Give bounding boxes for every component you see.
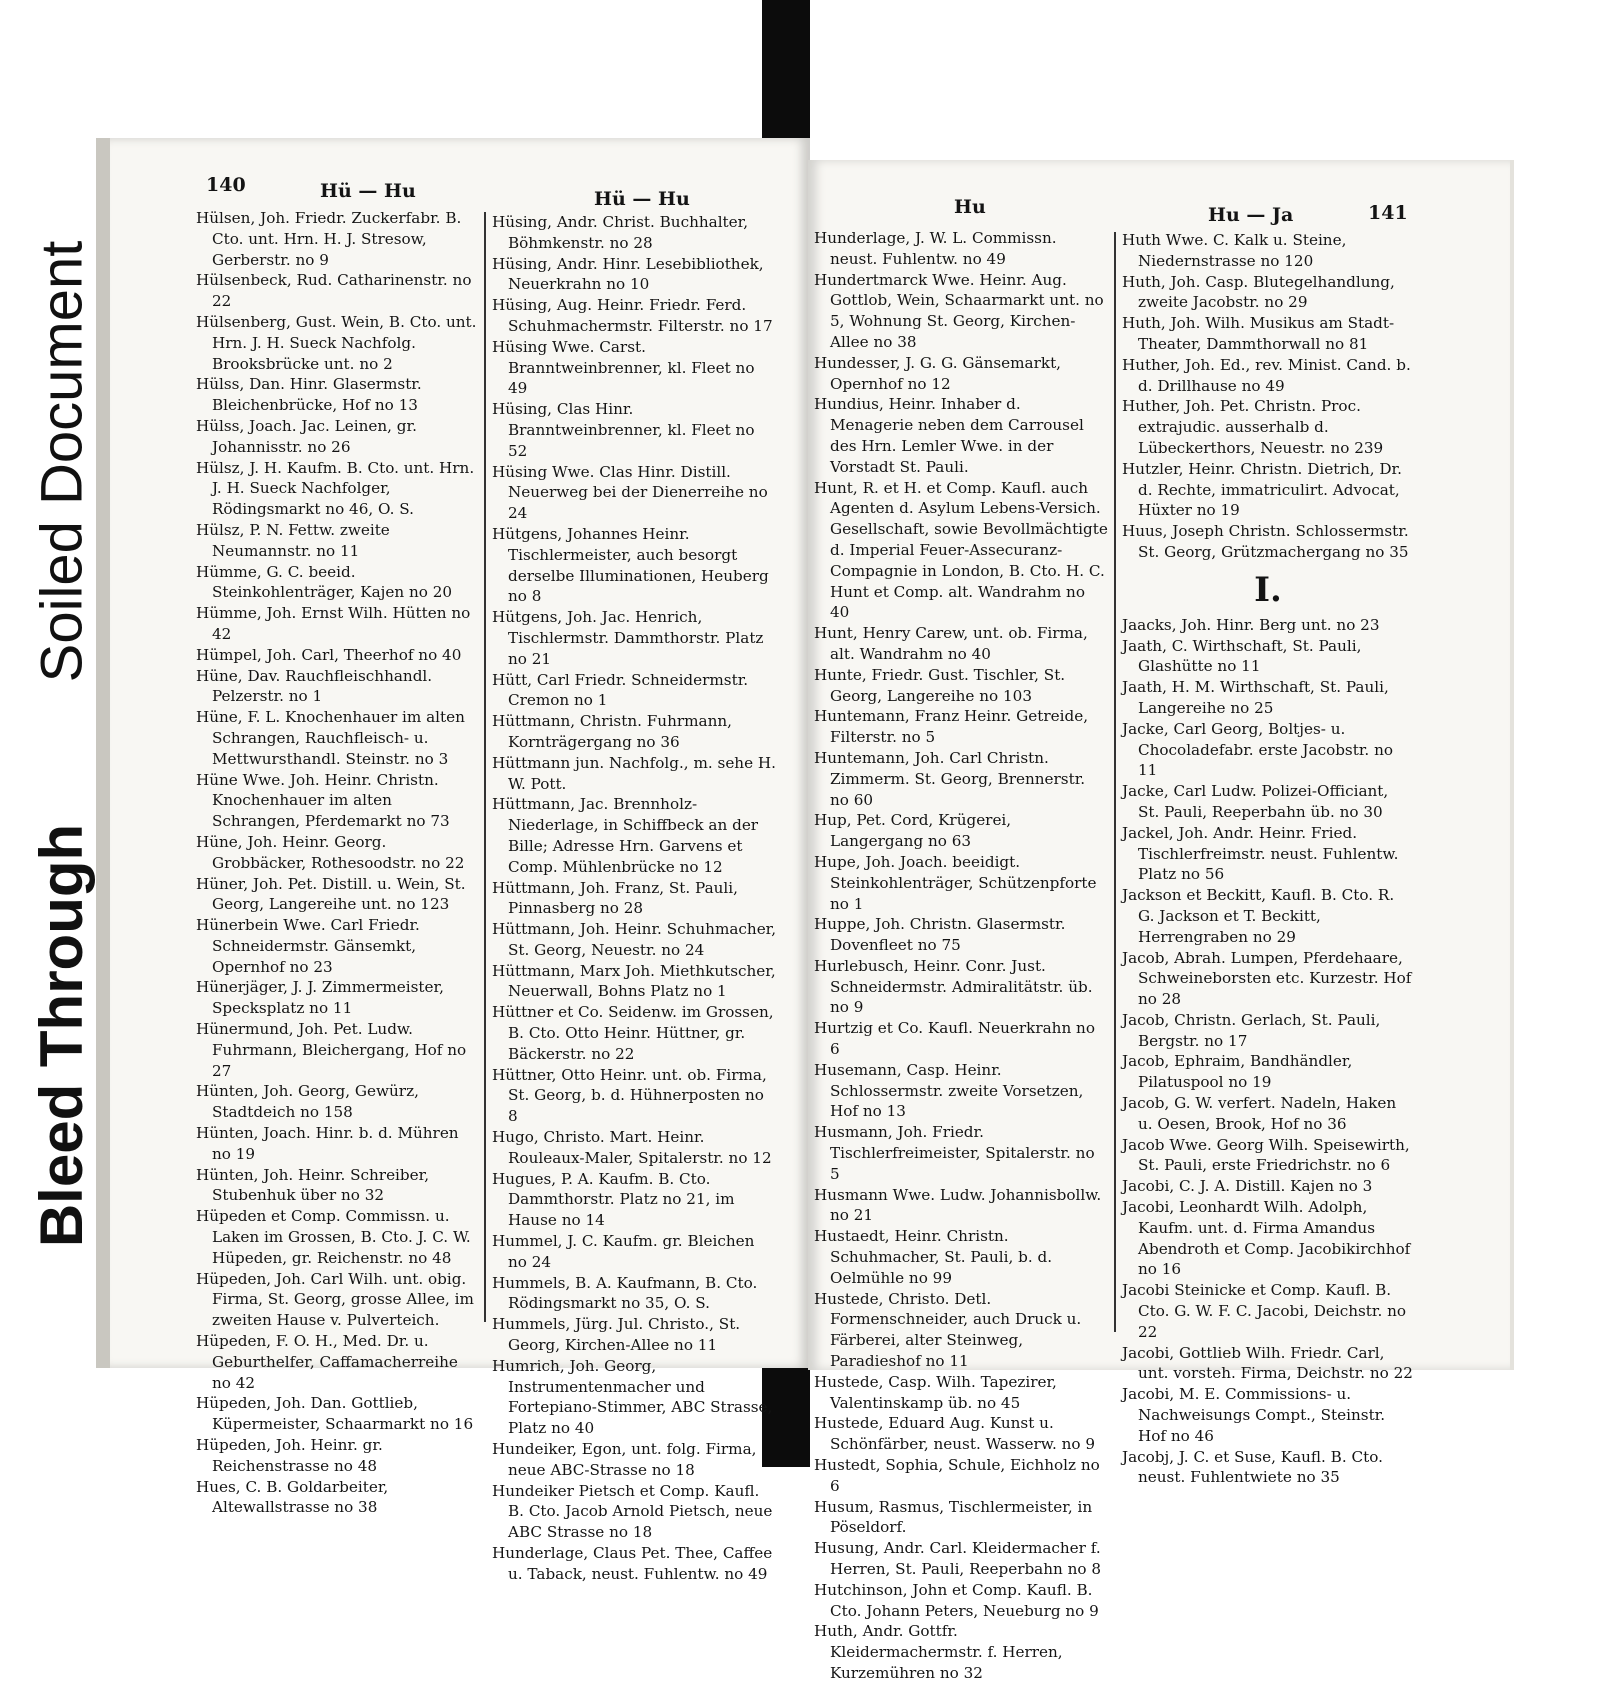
directory-entry: Jacob, Christn. Gerlach, St. Pauli, Bergstr. no 17 [1122, 1010, 1381, 1050]
directory-entry: Hülsenberg, Gust. Wein, B. Cto. unt. Hrn. J. H. Sueck Nachfolg. Brooksbrücke unt. no 2 [196, 312, 477, 373]
directory-entry: Humrich, Joh. Georg, Instrumentenmacher und Fortepiano-Stimmer, ABC Strasse, Platz no 40 [492, 1356, 773, 1438]
directory-entry: Huth, Andr. Gottfr. Kleidermachermstr. f. Herren, Kurzemühren no 32 [814, 1622, 1063, 1682]
directory-entry: Jacobi, Leonhardt Wilh. Adolph, Kaufm. unt. d. Firma Amandus Abendroth et Comp. Jacobikirchhof no 16 [1122, 1198, 1411, 1279]
directory-entry: Huther, Joh. Ed., rev. Minist. Cand. b. d. Drillhause no 49 [1122, 355, 1411, 395]
directory-entry: Hüpeden, Joh. Carl Wilh. unt. obig. Firma, St. Georg, grosse Allee, im zweiten Hause v. Pulverteich. [196, 1269, 474, 1330]
directory-entry: Jacke, Carl Georg, Boltjes- u. Chocoladefabr. erste Jacobstr. no 11 [1122, 719, 1394, 780]
directory-entry: Hütgens, Johannes Heinr. Tischlermeister, auch besorgt derselbe Illuminationen, Heuberg no 8 [492, 524, 769, 606]
directory-entry: Jacobi, C. J. A. Distill. Kajen no 3 [1122, 1177, 1373, 1196]
directory-entry: Jacob, Abrah. Lumpen, Pferdehaare, Schweineborsten etc. Kurzestr. Hof no 28 [1122, 948, 1412, 1009]
directory-entry: Jacobi Steinicke et Comp. Kaufl. B. Cto. G. W. F. C. Jacobi, Deichstr. no 22 [1122, 1281, 1407, 1341]
directory-entry: Hütt, Carl Friedr. Schneidermstr. Cremon no 1 [492, 670, 749, 710]
directory-entry: Hülsz, J. H. Kaufm. B. Cto. unt. Hrn. J. H. Sueck Nachfolger, Rödingsmarkt no 46, O. S. [196, 458, 475, 519]
directory-entry: Hüttner et Co. Seidenw. im Grossen, B. Cto. Otto Heinr. Hüttner, gr. Bäckerstr. no 22 [492, 1003, 774, 1063]
right-page [808, 160, 1514, 1682]
directory-entry: Hümme, Joh. Ernst Wilh. Hütten no 42 [196, 604, 471, 643]
soiled-document-text: Soiled Document [29, 240, 95, 682]
directory-entry: Hünerjäger, J. J. Zimmermeister, Specksplatz no 11 [196, 978, 444, 1018]
directory-entry: Jacobi, M. E. Commissions- u. Nachweisungs Compt., Steinstr. Hof no 46 [1122, 1385, 1386, 1445]
directory-entry: Hünerbein Wwe. Carl Friedr. Schneidermstr. Gänsemkt, Opernhof no 23 [196, 916, 420, 976]
directory-entry: Hütgens, Joh. Jac. Henrich, Tischlermstr. Dammthorstr. Platz no 21 [492, 608, 764, 668]
directory-entry: Hüttmann, Joh. Heinr. Schuhmacher, St. Georg, Neuestr. no 24 [492, 920, 777, 959]
directory-entry: Hüne, F. L. Knochenhauer im alten Schrangen, Rauchfleisch- u. Mettwursthandl. Steinstr. no 3 [196, 708, 465, 768]
directory-entry: Hüttmann, Christn. Fuhrmann, Kornträgergang no 36 [492, 712, 732, 751]
directory-entry: Huppe, Joh. Christn. Glasermstr. Dovenfleet no 75 [814, 915, 1066, 955]
directory-entry: Hunderlage, J. W. L. Commissn. neust. Fuhlentw. no 49 [814, 229, 1057, 268]
directory-entry: Huntemann, Joh. Carl Christn. Zimmerm. St. Georg, Brennerstr. no 60 [814, 748, 1086, 809]
directory-entry: Huth Wwe. C. Kalk u. Steine, Niedernstrasse no 120 [1122, 231, 1347, 270]
right-column-2 [1122, 230, 1414, 1487]
directory-entry: Hustede, Casp. Wilh. Tapezirer, Valentinskamp üb. no 45 [814, 1372, 1057, 1412]
directory-entry: Hümme, G. C. beeid. Steinkohlenträger, Kajen no 20 [196, 562, 453, 602]
right-column-rule [1114, 232, 1116, 1332]
directory-entry: Hundius, Heinr. Inhaber d. Menagerie neben dem Carrousel des Hrn. Lemler Wwe. in der Vorstadt St. Pauli. [814, 395, 1084, 476]
directory-entry: Huus, Joseph Christn. Schlossermstr. St. Georg, Grützmachergang no 35 [1122, 522, 1409, 561]
right-column-1 [814, 228, 1108, 1682]
left-column-1 [196, 208, 478, 1517]
directory-entry: Husum, Rasmus, Tischlermeister, in Pöseldorf. [814, 1497, 1093, 1537]
directory-entry: Jacob Wwe. Georg Wilh. Speisewirth, St. Pauli, erste Friedrichstr. no 6 [1122, 1135, 1410, 1175]
bleed-through-text: Bleed Through [28, 823, 96, 1247]
left-column-2 [492, 212, 778, 1583]
directory-entry: Hüner, Joh. Pet. Distill. u. Wein, St. Georg, Langereihe unt. no 123 [196, 874, 466, 914]
section-letter-heading: I. [1254, 569, 1282, 610]
directory-entry: Hummel, J. C. Kaufm. gr. Bleichen no 24 [492, 1232, 755, 1271]
left-page [96, 138, 810, 1583]
directory-entry: Hustaedt, Heinr. Christn. Schuhmacher, St. Pauli, b. d. Oelmühle no 99 [814, 1227, 1053, 1287]
directory-entry: Huther, Joh. Pet. Christn. Proc. extrajudic. ausserhalb d. Lübeckerthors, Neuestr. no 239 [1122, 397, 1384, 457]
left-running-head-2: Hü — Hu [594, 188, 690, 210]
directory-entry: Hues, C. B. Goldarbeiter, Altewallstrasse no 38 [196, 1477, 389, 1517]
directory-entry: Hüsing, Andr. Christ. Buchhalter, Böhmkenstr. no 28 [492, 213, 749, 252]
directory-entry: Hupe, Joh. Joach. beeidigt. Steinkohlenträger, Schützenpforte no 1 [814, 852, 1097, 913]
right-page-number: 141 [1368, 202, 1408, 224]
directory-entry: Hümpel, Joh. Carl, Theerhof no 40 [196, 645, 462, 664]
directory-entry: Jacobi, Gottlieb Wilh. Friedr. Carl, unt. vorsteh. Firma, Deichstr. no 22 [1122, 1343, 1413, 1383]
directory-entry: Hülsz, P. N. Fettw. zweite Neumannstr. no 11 [196, 520, 390, 560]
directory-entry: Hüpeden et Comp. Commissn. u. Laken im Grossen, B. Cto. J. C. W. Hüpeden, gr. Reichenstr. no 48 [196, 1207, 471, 1267]
directory-entry: Hülsen, Joh. Friedr. Zuckerfabr. B. Cto. unt. Hrn. H. J. Stresow, Gerberstr. no 9 [196, 209, 462, 269]
right-running-head-1: Hu [954, 196, 986, 218]
directory-entry: Hutzler, Heinr. Christn. Dietrich, Dr. d. Rechte, immatriculirt. Advocat, Hüxter no 19 [1122, 459, 1402, 520]
directory-entry: Hüttmann, Jac. Brennholz-Niederlage, in Schiffbeck an der Bille; Adresse Hrn. Garvens et Comp. Mühlenbrücke no 12 [492, 795, 759, 876]
directory-entry: Hundeiker Pietsch et Comp. Kaufl. B. Cto. Jacob Arnold Pietsch, neue ABC Strasse no 18 [492, 1481, 773, 1542]
left-column-rule [484, 212, 486, 1322]
left-page-number: 140 [206, 174, 246, 196]
directory-entry: Hüttmann, Joh. Franz, St. Pauli, Pinnasberg no 28 [492, 878, 738, 918]
directory-entry: Hüne Wwe. Joh. Heinr. Christn. Knochenhauer im alten Schrangen, Pferdemarkt no 73 [196, 770, 450, 831]
directory-entry: Hünten, Joh. Heinr. Schreiber, Stubenhuk über no 32 [196, 1165, 430, 1205]
directory-entry: Hummels, B. A. Kaufmann, B. Cto. Rödingsmarkt no 35, O. S. [492, 1273, 758, 1313]
directory-entry: Husmann Wwe. Ludw. Johannisbollw. no 21 [814, 1185, 1102, 1225]
right-running-head-2: Hu — Ja [1208, 204, 1294, 226]
directory-entry: Hünten, Joh. Georg, Gewürz, Stadtdeich no 158 [196, 1082, 419, 1122]
directory-entry: Hüttner, Otto Heinr. unt. ob. Firma, St. Georg, b. d. Hühnerposten no 8 [492, 1065, 767, 1126]
directory-entry: Hülss, Joach. Jac. Leinen, gr. Johannisstr. no 26 [196, 416, 417, 456]
directory-entry: Hustede, Eduard Aug. Kunst u. Schönfärber, neust. Wasserw. no 9 [814, 1414, 1096, 1454]
directory-entry: Hüsing, Clas Hinr. Branntweinbrenner, kl. Fleet no 52 [492, 400, 755, 460]
directory-entry: Jaath, H. M. Wirthschaft, St. Pauli, Langereihe no 25 [1122, 678, 1389, 717]
directory-entry: Jackson et Beckitt, Kaufl. B. Cto. R. G. Jackson et T. Beckitt, Herrengraben no 29 [1122, 886, 1395, 946]
directory-entry: Jackel, Joh. Andr. Heinr. Fried. Tischlerfreimstr. neust. Fuhlentw. Platz no 56 [1122, 823, 1399, 884]
directory-entry: Hurtzig et Co. Kaufl. Neuerkrahn no 6 [814, 1019, 1095, 1059]
directory-entry: Hunt, R. et H. et Comp. Kaufl. auch Agenten d. Asylum Lebens-Versich. Gesellschaft, sowie Bevollmächtigte d. Imperial Feuer-Assecuranz-Compagnie in London, B. Cto. H. C. Hunt et Comp. alt. Wandrahm no 40 [814, 478, 1108, 622]
left-running-head-1: Hü — Hu [320, 180, 416, 202]
directory-entry: Hünten, Joach. Hinr. b. d. Mühren no 19 [196, 1124, 459, 1163]
directory-entry: Jacob, Ephraim, Bandhändler, Pilatuspool no 19 [1122, 1052, 1353, 1092]
directory-entry: Jacob, G. W. verfert. Nadeln, Haken u. Oesen, Brook, Hof no 36 [1122, 1094, 1397, 1133]
directory-entry: Jaacks, Joh. Hinr. Berg unt. no 23 [1122, 615, 1380, 634]
directory-entry: Hup, Pet. Cord, Krügerei, Langergang no 63 [814, 811, 1012, 851]
directory-entry: Hüttmann jun. Nachfolg., m. sehe H. W. Pott. [492, 753, 776, 793]
directory-entry: Hugues, P. A. Kaufm. B. Cto. Dammthorstr. Platz no 21, im Hause no 14 [492, 1169, 735, 1230]
directory-entry: Huntemann, Franz Heinr. Getreide, Filterstr. no 5 [814, 707, 1089, 747]
directory-entry: Hünermund, Joh. Pet. Ludw. Fuhrmann, Bleichergang, Hof no 27 [196, 1020, 467, 1080]
directory-entry: Jacobj, J. C. et Suse, Kaufl. B. Cto. neust. Fuhlentwiete no 35 [1122, 1447, 1383, 1487]
directory-entry: Hüsing, Andr. Hinr. Lesebibliothek, Neuerkrahn no 10 [492, 254, 764, 294]
directory-entry: Husung, Andr. Carl. Kleidermacher f. Herren, St. Pauli, Reeperbahn no 8 [814, 1539, 1102, 1578]
directory-entry: Hüttmann, Marx Joh. Miethkutscher, Neuerwall, Bohns Platz no 1 [492, 961, 776, 1001]
directory-entry: Hummels, Jürg. Jul. Christo., St. Georg, Kirchen-Allee no 11 [492, 1315, 741, 1355]
directory-entry: Hurlebusch, Heinr. Conr. Just. Schneidermstr. Admiralitätstr. üb. no 9 [814, 956, 1093, 1017]
directory-entry: Husemann, Casp. Heinr. Schlossermstr. zweite Vorsetzen, Hof no 13 [814, 1060, 1084, 1121]
directory-entry: Hüsing, Aug. Heinr. Friedr. Ferd. Schuhmachermstr. Filterstr. no 17 [492, 296, 773, 335]
directory-entry: Hundertmarck Wwe. Heinr. Aug. Gottlob, Wein, Schaarmarkt unt. no 5, Wohnung St. Georg, Kirchen-Allee no 38 [814, 270, 1104, 351]
directory-entry: Hüne, Joh. Heinr. Georg. Grobbäcker, Rothesoodstr. no 22 [196, 832, 465, 872]
directory-entry: Huth, Joh. Casp. Blutegelhandlung, zweite Jacobstr. no 29 [1122, 272, 1395, 312]
directory-entry: Hunte, Friedr. Gust. Tischler, St. Georg, Langereihe no 103 [814, 665, 1066, 705]
directory-entry: Hugo, Christo. Mart. Heinr. Rouleaux-Maler, Spitalerstr. no 12 [492, 1128, 772, 1167]
directory-entry: Hustedt, Sophia, Schule, Eichholz no 6 [814, 1456, 1100, 1495]
directory-entry: Jacke, Carl Ludw. Polizei-Officiant, St. Pauli, Reeperbahn üb. no 30 [1122, 782, 1389, 821]
directory-entry: Hülss, Dan. Hinr. Glasermstr. Bleichenbrücke, Hof no 13 [196, 375, 422, 415]
directory-entry: Hunt, Henry Carew, unt. ob. Firma, alt. Wandrahm no 40 [814, 624, 1088, 663]
directory-entry: Hüpeden, Joh. Dan. Gottlieb, Küpermeister, Schaarmarkt no 16 [196, 1394, 474, 1434]
directory-entry: Hüne, Dav. Rauchfleischhandl. Pelzerstr. no 1 [196, 666, 433, 706]
directory-entry: Hunderlage, Claus Pet. Thee, Caffee u. Taback, neust. Fuhlentw. no 49 [492, 1544, 773, 1583]
directory-entry: Hundeiker, Egon, unt. folg. Firma, neue ABC-Strasse no 18 [492, 1440, 757, 1479]
directory-entry: Hülsenbeck, Rud. Catharinenstr. no 22 [196, 271, 472, 311]
directory-entry: Hüpeden, F. O. H., Med. Dr. u. Geburthelfer, Caffamacherreihe no 42 [196, 1332, 458, 1392]
directory-entry: Hüsing Wwe. Carst. Branntweinbrenner, kl. Fleet no 49 [492, 337, 755, 398]
directory-entry: Jaath, C. Wirthschaft, St. Pauli, Glashütte no 11 [1122, 636, 1362, 676]
directory-entry: Huth, Joh. Wilh. Musikus am Stadt-Theater, Dammthorwall no 81 [1122, 314, 1395, 353]
directory-entry: Hüpeden, Joh. Heinr. gr. Reichenstrasse no 48 [196, 1436, 383, 1475]
directory-entry: Hüsing Wwe. Clas Hinr. Distill. Neuerweg bei der Dienerreihe no 24 [492, 462, 768, 523]
directory-entry: Husmann, Joh. Friedr. Tischlerfreimeister, Spitalerstr. no 5 [814, 1123, 1095, 1183]
directory-entry: Hustede, Christo. Detl. Formenschneider, auch Druck u. Färberei, alter Steinweg, Paradieshof no 11 [814, 1289, 1082, 1371]
directory-entry: Hundesser, J. G. G. Gänsemarkt, Opernhof no 12 [814, 353, 1061, 393]
directory-entry: Hutchinson, John et Comp. Kaufl. B. Cto. Johann Peters, Neueburg no 9 [814, 1580, 1099, 1620]
